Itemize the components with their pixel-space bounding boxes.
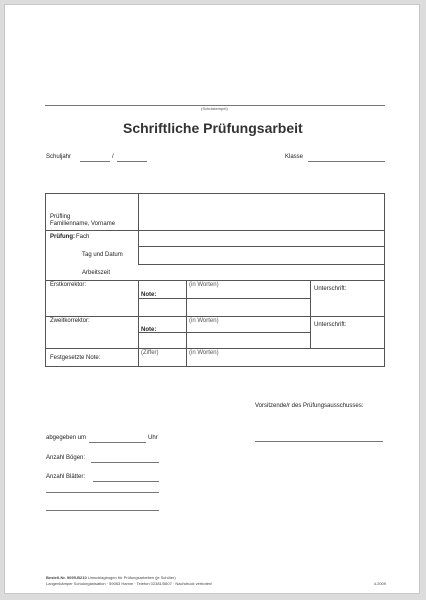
boegen-field[interactable] — [91, 462, 159, 463]
exam-form-table — [45, 193, 385, 367]
publisher-info: Langenkämper Schulorganisation · 59063 Hamm · Telefon 02381/5607 · Nachdruck verboten! — [46, 581, 213, 586]
fach-label: Fach — [76, 234, 90, 240]
bestell-number: Bestell-Nr. 9095-B210 — [46, 575, 87, 580]
klasse-field[interactable] — [308, 161, 385, 162]
schuljahr-label: Schuljahr — [46, 154, 72, 160]
schuljahr-separator: / — [112, 154, 114, 160]
zweitkorrektor-note-label: Note: — [141, 327, 157, 333]
vorsitz-label: Vorsitzende/r des Prüfungsausschusses: — [255, 403, 364, 409]
boegen-label: Anzahl Bögen: — [46, 455, 86, 461]
zweitkorrektor-unterschrift-label: Unterschrift: — [314, 322, 347, 328]
pruefling-label: Prüfling — [50, 214, 71, 220]
footer — [46, 575, 386, 587]
zweitkorrektor-label: Zweitkorrektor: — [50, 318, 90, 324]
erstkorrektor-label: Erstkorrektor: — [50, 282, 87, 288]
uhr-label: Uhr — [148, 435, 158, 441]
abgegeben-label: abgegeben um — [46, 435, 87, 441]
zweitkorrektor-in-worten: (in Worten) — [189, 318, 219, 324]
pruefung-label: Prüfung: — [50, 234, 75, 240]
extra-line-2[interactable] — [46, 510, 159, 511]
vorsitz-signature-line[interactable] — [255, 441, 383, 442]
arbeitszeit-label: Arbeitszeit — [82, 270, 111, 276]
page-title: Schriftliche Prüfungsarbeit — [123, 120, 303, 136]
document-page — [4, 4, 420, 594]
klasse-label: Klasse — [285, 154, 304, 160]
extra-line-1[interactable] — [46, 492, 159, 493]
abgegeben-field[interactable] — [89, 442, 146, 443]
ziffer-label: (Ziffer) — [141, 350, 159, 356]
name-label: Familienname, Vorname — [50, 221, 116, 227]
datum-label: Tag und Datum — [82, 252, 123, 258]
blaetter-label: Anzahl Blätter: — [46, 474, 86, 480]
festgesetzt-in-worten: (in Worten) — [189, 350, 219, 356]
bestell-description: Umschlagbogen für Prüfungsarbeiten (je Schüler) — [87, 575, 176, 580]
schuljahr-field-1[interactable] — [80, 161, 110, 162]
schuljahr-field-2[interactable] — [117, 161, 147, 162]
version-label: 4.2009 — [373, 581, 386, 586]
erstkorrektor-in-worten: (in Worten) — [189, 282, 219, 288]
blaetter-field[interactable] — [93, 481, 159, 482]
festgesetzt-label: Festgesetzte Note: — [50, 355, 101, 361]
stamp-label: (Schulstempel) — [201, 106, 228, 111]
erstkorrektor-unterschrift-label: Unterschrift: — [314, 286, 347, 292]
erstkorrektor-note-label: Note: — [141, 292, 157, 298]
